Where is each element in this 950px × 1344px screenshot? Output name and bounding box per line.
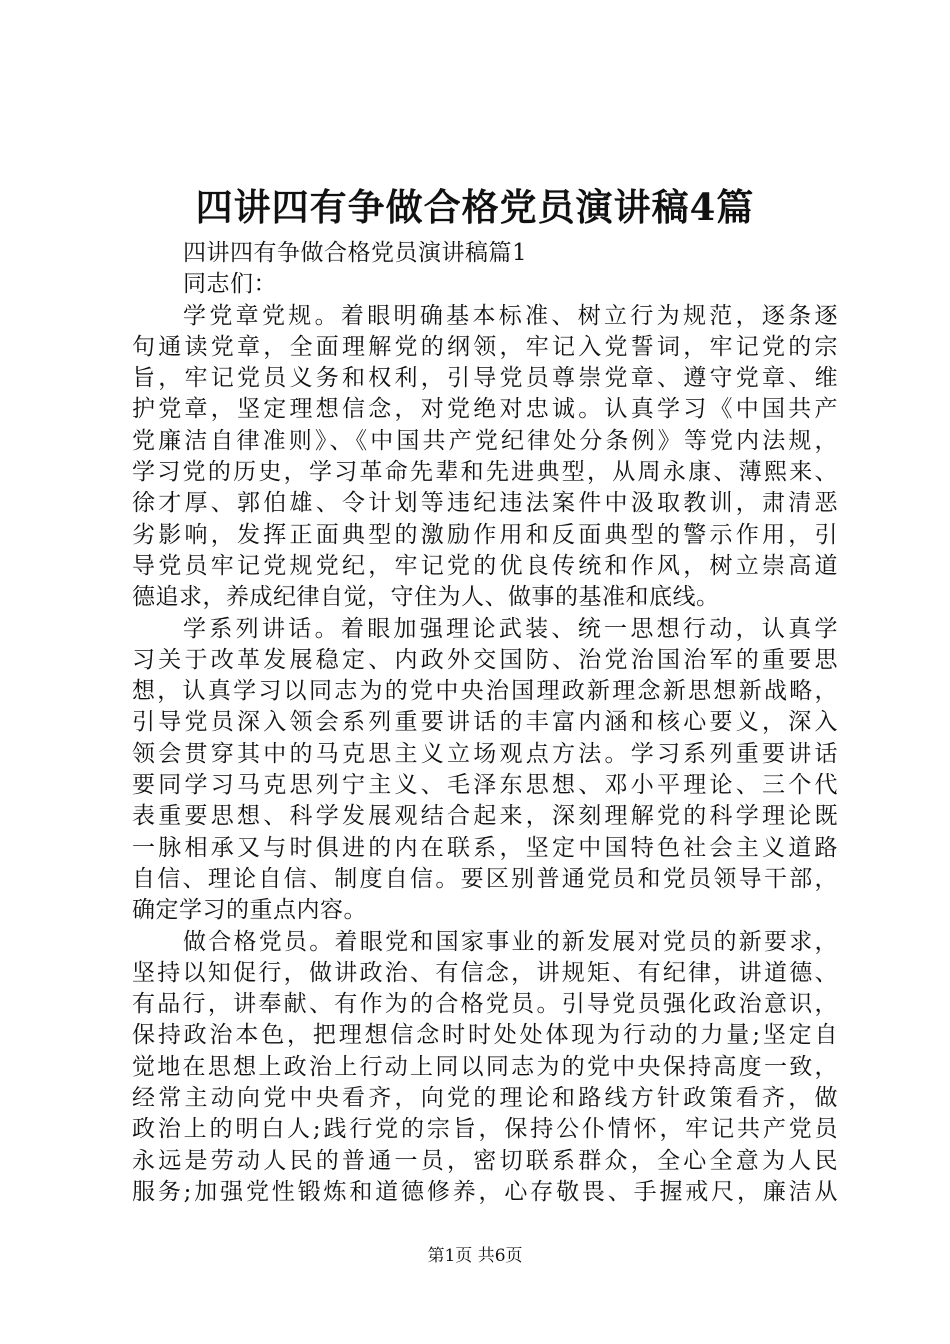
text-line: 徐才厚、郭伯雄、令计划等违纪违法案件中汲取教训，肃清恶 bbox=[132, 490, 838, 517]
text-line: 导党员牢记党规党纪，牢记党的优良传统和作风，树立崇高道 bbox=[132, 552, 838, 579]
text-line: 旨，牢记党员义务和权利，引导党员尊崇党章、遵守党章、维 bbox=[132, 365, 838, 392]
text-line: 引导党员深入领会系列重要讲话的丰富内涵和核心要义，深入 bbox=[132, 709, 838, 736]
text-line: 做合格党员。着眼党和国家事业的新发展对党员的新要求， bbox=[183, 928, 838, 955]
text-line: 保持政治本色，把理想信念时时处处体现为行动的力量;坚定自 bbox=[132, 1022, 838, 1049]
text-line: 确定学习的重点内容。 bbox=[132, 897, 367, 924]
text-line: 永远是劳动人民的普通一员，密切联系群众，全心全意为人民 bbox=[132, 1147, 838, 1174]
text-line: 经常主动向党中央看齐，向党的理论和路线方针政策看齐，做 bbox=[132, 1085, 838, 1112]
text-line: 句通读党章，全面理解党的纲领，牢记入党誓词，牢记党的宗 bbox=[132, 333, 838, 360]
text-line: 有品行，讲奉献、有作为的合格党员。引导党员强化政治意识， bbox=[132, 991, 838, 1018]
text-line: 坚持以知促行，做讲政治、有信念，讲规矩、有纪律，讲道德、 bbox=[132, 959, 838, 986]
text-line: 服务;加强党性锻炼和道德修养，心存敬畏、手握戒尺，廉洁从 bbox=[132, 1178, 838, 1205]
text-line: 习关于改革发展稳定、内政外交国防、治党治国治军的重要思 bbox=[132, 646, 838, 673]
text-line: 学党章党规。着眼明确基本标准、树立行为规范，逐条逐 bbox=[183, 302, 838, 329]
text-line: 党廉洁自律准则》、《中国共产党纪律处分条例》等党内法规， bbox=[132, 427, 838, 454]
text-line: 劣影响，发挥正面典型的激励作用和反面典型的警示作用，引 bbox=[132, 521, 838, 548]
page-footer: 第1页 共6页 bbox=[427, 1246, 523, 1266]
text-line: 同志们： bbox=[183, 271, 277, 298]
text-line: 德追求，养成纪律自觉，守住为人、做事的基准和底线。 bbox=[132, 584, 720, 611]
text-line: 政治上的明白人;践行党的宗旨，保持公仆情怀，牢记共产党员 bbox=[132, 1116, 838, 1143]
text-line: 觉地在思想上政治上行动上同以同志为的党中央保持高度一致， bbox=[132, 1053, 838, 1080]
text-line: 四讲四有争做合格党员演讲稿篇1 bbox=[183, 240, 528, 266]
text-line: 学系列讲话。着眼加强理论武装、统一思想行动，认真学 bbox=[183, 615, 838, 642]
text-line: 护党章，坚定理想信念，对党绝对忠诚。认真学习《中国共产 bbox=[132, 396, 838, 423]
text-line: 想，认真学习以同志为的党中央治国理政新理念新思想新战略， bbox=[132, 678, 838, 705]
text-line: 学习党的历史，学习革命先辈和先进典型，从周永康、薄熙来、 bbox=[132, 459, 838, 486]
document-title: 四讲四有争做合格党员演讲稿4篇 bbox=[195, 185, 755, 229]
document-body bbox=[132, 238, 838, 1208]
text-line: 一脉相承又与时俱进的内在联系，坚定中国特色社会主义道路 bbox=[132, 834, 838, 861]
text-line: 表重要思想、科学发展观结合起来，深刻理解党的科学理论既 bbox=[132, 803, 838, 830]
text-line: 要同学习马克思列宁主义、毛泽东思想、邓小平理论、三个代 bbox=[132, 772, 838, 799]
text-line: 领会贯穿其中的马克思主义立场观点方法。学习系列重要讲话 bbox=[132, 740, 838, 767]
text-line: 自信、理论自信、制度自信。要区别普通党员和党员领导干部， bbox=[132, 865, 838, 892]
